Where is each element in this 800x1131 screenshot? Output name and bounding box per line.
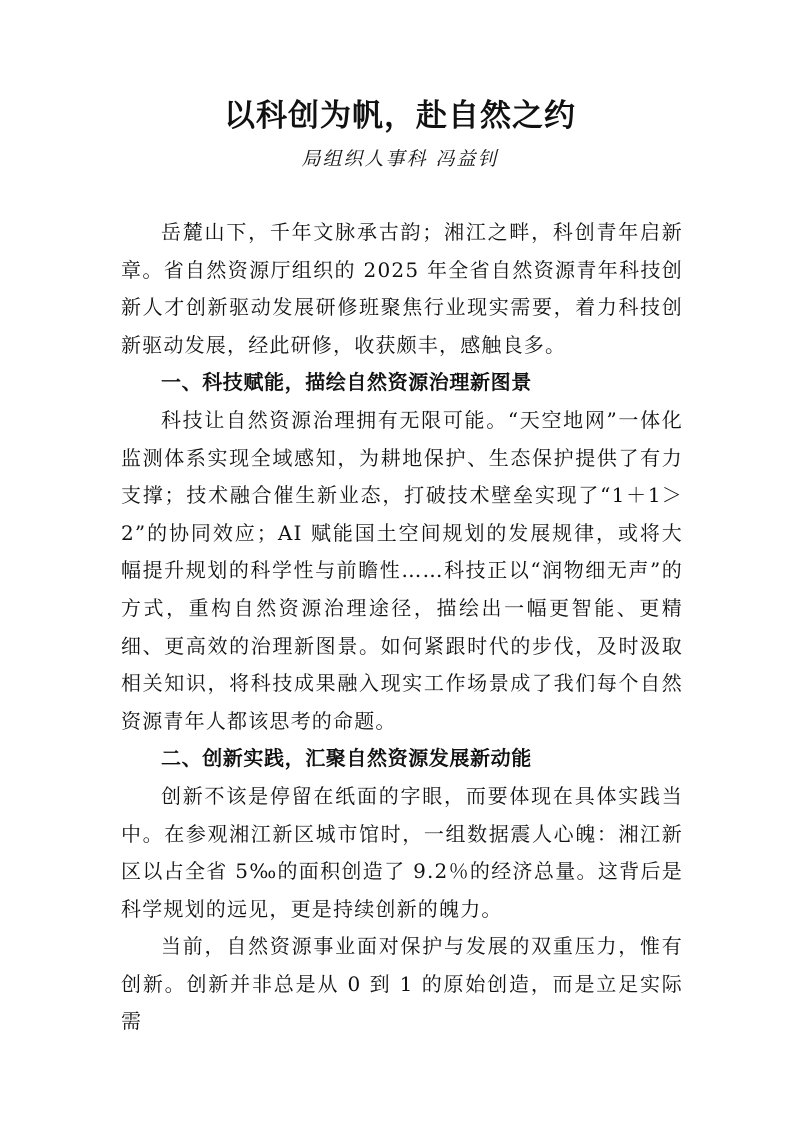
document-body [121, 214, 683, 1041]
section-heading-1: 一、科技赋能，描绘自然资源治理新图景 [161, 370, 532, 395]
section-heading-2: 二、创新实践，汇聚自然资源发展新动能 [161, 746, 532, 771]
document-author: 局组织人事科 冯益钊 [301, 148, 499, 170]
section-2-paragraph-1: 创新不该是停留在纸面的字眼，而要体现在具体实践当中。在参观湘江新区城市馆时，一组数据震人心魄：湘江新区以占全省 5‰的面积创造了 9.2％的经济总量。这背后是科学规划的远见，更是持续创新的魄力。 [121, 783, 683, 921]
document-title: 以科创为帆，赴自然之约 [224, 98, 576, 134]
intro-paragraph: 岳麓山下，千年文脉承古韵；湘江之畔，科创青年启新章。省自然资源厅组织的 2025 年全省自然资源青年科技创新人才创新驱动发展研修班聚焦行业现实需要，着力科技创新驱动发展，经此研修，收获颇丰，感触良多。 [121, 220, 683, 357]
section-1-paragraph: 科技让自然资源治理拥有无限可能。“天空地网”一体化监测体系实现全域感知，为耕地保护、生态保护提供了有力支撑；技术融合催生新业态，打破技术壁垒实现了“1＋1＞2”的协同效应；AI 赋能国土空间规划的发展规律，或将大幅提升规划的科学性与前瞻性……科技正以“润物细无声”的方式，重构自然资源治理途径，描绘出一幅更智能、更精细、更高效的治理新图景。如何紧跟时代的步伐，及时汲取相关知识，将科技成果融入现实工作场景成了我们每个自然资源青年人都该思考的命题。 [121, 407, 683, 733]
section-2-paragraph-2: 当前，自然资源事业面对保护与发展的双重压力，惟有创新。创新并非总是从 0 到 1 的原始创造，而是立足实际需 [121, 934, 683, 1034]
